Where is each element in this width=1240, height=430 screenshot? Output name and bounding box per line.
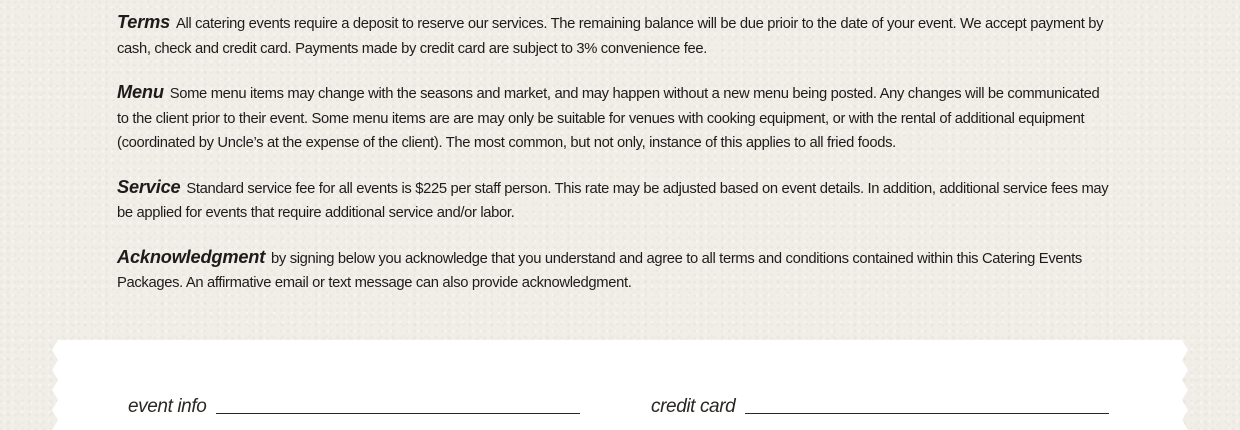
service-heading: Service [117,175,181,197]
service-paragraph [117,175,1114,226]
torn-edge-left [50,340,64,430]
credit-card-line[interactable] [745,412,1109,414]
event-info-label: event info [128,396,207,417]
terms-heading: Terms [117,11,171,32]
event-info-field[interactable] [128,388,580,418]
terms-paragraph [117,10,1114,61]
acknowledgment-heading: Acknowledgment [117,245,266,267]
service-text: Standard service fee for all events is $225 per staff person. This rate may be adjusted based on event details. In addition, additional service fees may be applied for events that require additional service and/or labor. [117,179,1109,221]
credit-card-field[interactable] [651,388,1109,418]
event-info-line[interactable] [216,412,580,414]
terms-text: All catering events require a deposit to reserve our services. The remaining balance will be due prioir to the date of your event. We accept payment by cash, check and credit card. Payments made by credit card are subject to 3% convenience fee. [117,15,1104,57]
terms-and-conditions [117,10,1129,315]
menu-text: Some menu items may change with the seasons and market, and may happen without a new menu being posted. Any changes will be communicated to the client prior to their event. Some menu items are are may only be suitable for venues with cooking equipment, or with the rental of additional equipment (coordinated by Uncle’s at the expense of the client). The most common, but not only, instance of this applies to all fried foods. [117,85,1100,151]
menu-paragraph [117,80,1114,156]
acknowledgment-paragraph [117,245,1114,296]
torn-edge-right [1176,340,1190,430]
credit-card-label: credit card [651,396,736,417]
menu-heading: Menu [117,81,164,102]
acknowledgment-text: by signing below you acknowledge that you understand and agree to all terms and conditions contained within this Catering Events Packages. An affirmative email or text message can also provide acknowledgment. [117,249,1082,291]
